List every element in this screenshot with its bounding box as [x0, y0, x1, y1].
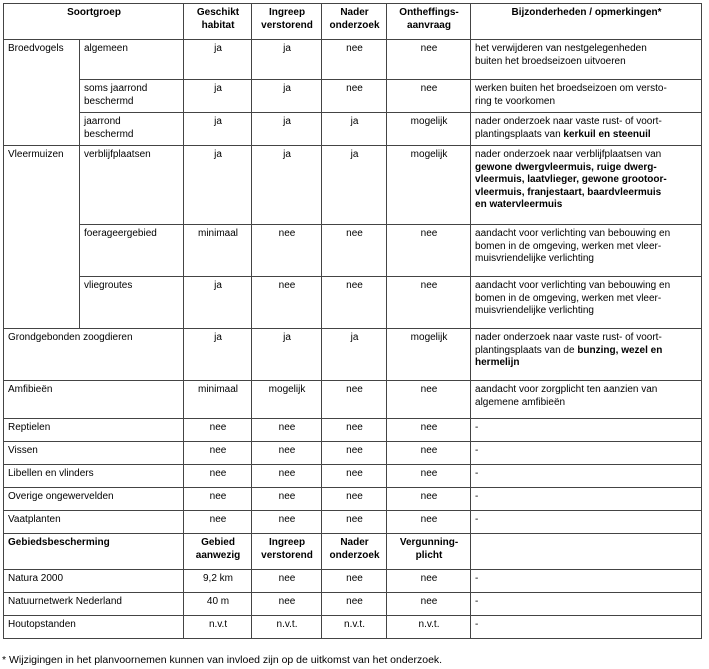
- cell-ontheffing: mogelijk: [387, 146, 471, 225]
- table-row: [4, 465, 702, 488]
- table-subheader-row: [4, 534, 702, 570]
- cell-remark: nader onderzoek naar vaste rust- of voort- plantingsplaats van kerkuil en steenuil: [471, 113, 702, 146]
- cell-nader: nee: [322, 593, 387, 616]
- cell-ontheffing: nee: [387, 419, 471, 442]
- cell-remark: -: [471, 593, 702, 616]
- sub-label: foerageergebied: [80, 225, 184, 277]
- cell-vergunning: nee: [387, 570, 471, 593]
- cell-remark: -: [471, 488, 702, 511]
- header-ingreep-verstorend: Ingreep verstorend: [252, 4, 322, 40]
- cell-ingreep: nee: [252, 511, 322, 534]
- cell-ingreep: nee: [252, 225, 322, 277]
- sub-label: algemeen: [80, 40, 184, 80]
- table-row: [4, 381, 702, 419]
- cell-nader: n.v.t.: [322, 616, 387, 639]
- table-row: [4, 419, 702, 442]
- header-nader-onderzoek: Nader onderzoek: [322, 4, 387, 40]
- table-row: [4, 40, 702, 80]
- cell-gebied: n.v.t: [184, 616, 252, 639]
- cell-ontheffing: nee: [387, 442, 471, 465]
- header-ontheffingsaanvraag: Ontheffings- aanvraag: [387, 4, 471, 40]
- table-row: [4, 570, 702, 593]
- cell-nader: ja: [322, 146, 387, 225]
- cell-remark: nader onderzoek naar vaste rust- of voort- plantingsplaats van de bunzing, wezel en hermelijn: [471, 329, 702, 381]
- group-vaatplanten: Vaatplanten: [4, 511, 184, 534]
- cell-remark: aandacht voor verlichting van bebouwing en bomen in de omgeving, werken met vleer- muisvriendelijke verlichting: [471, 225, 702, 277]
- cell-remark: aandacht voor verlichting van bebouwing en bomen in de omgeving, werken met vleer- muisvriendelijke verlichting: [471, 277, 702, 329]
- cell-nader: ja: [322, 329, 387, 381]
- area-houtopstanden: Houtopstanden: [4, 616, 184, 639]
- cell-habitat: nee: [184, 488, 252, 511]
- cell-remark: werken buiten het broedseizoen om versto- ring te voorkomen: [471, 80, 702, 113]
- group-broedvogels: Broedvogels: [4, 40, 80, 146]
- cell-remark: -: [471, 511, 702, 534]
- cell-nader: nee: [322, 381, 387, 419]
- cell-remark: -: [471, 570, 702, 593]
- species-assessment-table: [3, 3, 702, 639]
- cell-nader: nee: [322, 419, 387, 442]
- cell-ingreep: nee: [252, 419, 322, 442]
- header2-nader-onderzoek: Nader onderzoek: [322, 534, 387, 570]
- cell-ontheffing: nee: [387, 225, 471, 277]
- cell-ingreep: nee: [252, 277, 322, 329]
- header2-remark-empty: [471, 534, 702, 570]
- header-geschikt-habitat: Geschikt habitat: [184, 4, 252, 40]
- cell-ontheffing: nee: [387, 277, 471, 329]
- cell-vergunning: nee: [387, 593, 471, 616]
- table-header-row: [4, 4, 702, 40]
- cell-remark: -: [471, 616, 702, 639]
- cell-nader: nee: [322, 225, 387, 277]
- cell-nader: nee: [322, 80, 387, 113]
- cell-ingreep: ja: [252, 40, 322, 80]
- cell-habitat: ja: [184, 277, 252, 329]
- cell-ingreep: ja: [252, 146, 322, 225]
- group-grondgebonden: Grondgebonden zoogdieren: [4, 329, 184, 381]
- cell-ingreep: nee: [252, 488, 322, 511]
- cell-remark: aandacht voor zorgplicht ten aanzien van algemene amfibieën: [471, 381, 702, 419]
- cell-nader: nee: [322, 40, 387, 80]
- cell-remark: nader onderzoek naar verblijfplaatsen van gewone dwergvleermuis, ruige dwerg- vleermuis, laatvlieger, gewone grootoor- vleermuis, franjestaart, baardvleermuis en watervleermuis: [471, 146, 702, 225]
- table-row: [4, 593, 702, 616]
- group-reptielen: Reptielen: [4, 419, 184, 442]
- cell-nader: nee: [322, 511, 387, 534]
- cell-nader: nee: [322, 488, 387, 511]
- sub-label: verblijfplaatsen: [80, 146, 184, 225]
- header-gebiedsbescherming: Gebiedsbescherming: [4, 534, 184, 570]
- group-vleermuizen: Vleermuizen: [4, 146, 80, 329]
- table-row: [4, 113, 702, 146]
- cell-ontheffing: mogelijk: [387, 329, 471, 381]
- cell-remark: -: [471, 419, 702, 442]
- cell-ontheffing: nee: [387, 511, 471, 534]
- table-row: [4, 146, 702, 225]
- table-row: [4, 442, 702, 465]
- table-row: [4, 329, 702, 381]
- group-amfibieen: Amfibieën: [4, 381, 184, 419]
- cell-habitat: nee: [184, 442, 252, 465]
- group-vissen: Vissen: [4, 442, 184, 465]
- cell-ingreep: ja: [252, 113, 322, 146]
- table-row: [4, 511, 702, 534]
- cell-habitat: ja: [184, 146, 252, 225]
- group-libellen: Libellen en vlinders: [4, 465, 184, 488]
- cell-ingreep: nee: [252, 442, 322, 465]
- cell-ingreep: nee: [252, 465, 322, 488]
- sub-label: jaarrond beschermd: [80, 113, 184, 146]
- cell-gebied: 9,2 km: [184, 570, 252, 593]
- cell-ontheffing: nee: [387, 40, 471, 80]
- cell-habitat: ja: [184, 40, 252, 80]
- cell-ingreep: ja: [252, 329, 322, 381]
- cell-ontheffing: nee: [387, 80, 471, 113]
- cell-habitat: nee: [184, 511, 252, 534]
- cell-ingreep: nee: [252, 593, 322, 616]
- cell-ontheffing: mogelijk: [387, 113, 471, 146]
- area-natura-2000: Natura 2000: [4, 570, 184, 593]
- cell-ontheffing: nee: [387, 488, 471, 511]
- footnote: * Wijzigingen in het planvoornemen kunnen van invloed zijn op de uitkomst van het onderzoek.: [2, 654, 443, 666]
- cell-habitat: ja: [184, 113, 252, 146]
- table-row: [4, 488, 702, 511]
- cell-habitat: nee: [184, 465, 252, 488]
- header-vergunningplicht: Vergunning- plicht: [387, 534, 471, 570]
- cell-nader: nee: [322, 442, 387, 465]
- header-soortgroep: Soortgroep: [4, 4, 184, 40]
- cell-ontheffing: nee: [387, 465, 471, 488]
- cell-habitat: nee: [184, 419, 252, 442]
- cell-ingreep: mogelijk: [252, 381, 322, 419]
- cell-ontheffing: nee: [387, 381, 471, 419]
- cell-habitat: minimaal: [184, 381, 252, 419]
- table-row: [4, 80, 702, 113]
- table-row: [4, 225, 702, 277]
- cell-ingreep: ja: [252, 80, 322, 113]
- header-bijzonderheden: Bijzonderheden / opmerkingen*: [471, 4, 702, 40]
- cell-ingreep: nee: [252, 570, 322, 593]
- cell-habitat: minimaal: [184, 225, 252, 277]
- cell-remark: -: [471, 465, 702, 488]
- cell-nader: nee: [322, 570, 387, 593]
- cell-habitat: ja: [184, 80, 252, 113]
- cell-vergunning: n.v.t.: [387, 616, 471, 639]
- sub-label: soms jaarrond beschermd: [80, 80, 184, 113]
- cell-gebied: 40 m: [184, 593, 252, 616]
- header-gebied-aanwezig: Gebied aanwezig: [184, 534, 252, 570]
- area-natuurnetwerk: Natuurnetwerk Nederland: [4, 593, 184, 616]
- header2-ingreep-verstorend: Ingreep verstorend: [252, 534, 322, 570]
- table-row: [4, 616, 702, 639]
- cell-nader: nee: [322, 277, 387, 329]
- cell-habitat: ja: [184, 329, 252, 381]
- cell-remark: -: [471, 442, 702, 465]
- table-row: [4, 277, 702, 329]
- cell-remark: het verwijderen van nestgelegenheden buiten het broedseizoen uitvoeren: [471, 40, 702, 80]
- cell-nader: ja: [322, 113, 387, 146]
- group-overige: Overige ongewervelden: [4, 488, 184, 511]
- cell-ingreep: n.v.t.: [252, 616, 322, 639]
- sub-label: vliegroutes: [80, 277, 184, 329]
- cell-nader: nee: [322, 465, 387, 488]
